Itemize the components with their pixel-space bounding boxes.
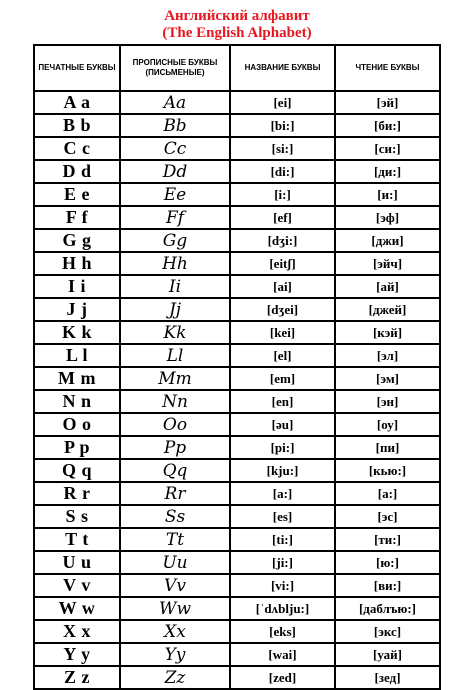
printed-letter: G g <box>34 229 120 252</box>
letter-name-ipa: [eitʃ] <box>230 252 335 275</box>
printed-letter: F f <box>34 206 120 229</box>
table-row <box>34 574 440 597</box>
table-row <box>34 252 440 275</box>
script-letter: Rr <box>120 482 230 505</box>
letter-name-ipa: [pi:] <box>230 436 335 459</box>
script-letter: Pp <box>120 436 230 459</box>
header-reading: ЧТЕНИЕ БУКВЫ <box>335 45 440 91</box>
table-row <box>34 528 440 551</box>
letter-name-ipa: [dʒi:] <box>230 229 335 252</box>
printed-letter: T t <box>34 528 120 551</box>
letter-reading-ru: [си:] <box>335 137 440 160</box>
table-row <box>34 482 440 505</box>
script-letter: Nn <box>120 390 230 413</box>
table-row <box>34 367 440 390</box>
script-letter: Zz <box>120 666 230 689</box>
table-row <box>34 275 440 298</box>
table-row <box>34 551 440 574</box>
printed-letter: J j <box>34 298 120 321</box>
table-row <box>34 206 440 229</box>
script-letter: Tt <box>120 528 230 551</box>
letter-name-ipa: [dʒei] <box>230 298 335 321</box>
letter-name-ipa: [əu] <box>230 413 335 436</box>
letter-reading-ru: [даблъю:] <box>335 597 440 620</box>
letter-reading-ru: [и:] <box>335 183 440 206</box>
printed-letter: E e <box>34 183 120 206</box>
letter-name-ipa: [ˈdʌblju:] <box>230 597 335 620</box>
letter-name-ipa: [zed] <box>230 666 335 689</box>
printed-letter: A a <box>34 91 120 114</box>
letter-name-ipa: [em] <box>230 367 335 390</box>
letter-name-ipa: [ef] <box>230 206 335 229</box>
letter-name-ipa: [vi:] <box>230 574 335 597</box>
printed-letter: Y y <box>34 643 120 666</box>
printed-letter: L l <box>34 344 120 367</box>
script-letter: Xx <box>120 620 230 643</box>
header-printed: ПЕЧАТНЫЕ БУКВЫ <box>34 45 120 91</box>
script-letter: Oo <box>120 413 230 436</box>
table-row <box>34 505 440 528</box>
printed-letter: Q q <box>34 459 120 482</box>
table-row <box>34 597 440 620</box>
printed-letter: S s <box>34 505 120 528</box>
printed-letter: N n <box>34 390 120 413</box>
printed-letter: D d <box>34 160 120 183</box>
table-row <box>34 390 440 413</box>
printed-letter: I i <box>34 275 120 298</box>
script-letter: Gg <box>120 229 230 252</box>
table-row <box>34 344 440 367</box>
script-letter: Ff <box>120 206 230 229</box>
letter-reading-ru: [джей] <box>335 298 440 321</box>
letter-reading-ru: [ди:] <box>335 160 440 183</box>
header-script: ПРОПИСНЫЕ БУКВЫ (ПИСЬМЕНЫЕ) <box>120 45 230 91</box>
printed-letter: C c <box>34 137 120 160</box>
letter-name-ipa: [di:] <box>230 160 335 183</box>
script-letter: Ee <box>120 183 230 206</box>
table-row <box>34 643 440 666</box>
printed-letter: V v <box>34 574 120 597</box>
letter-name-ipa: [bi:] <box>230 114 335 137</box>
letter-name-ipa: [a:] <box>230 482 335 505</box>
letter-name-ipa: [kju:] <box>230 459 335 482</box>
alphabet-table <box>33 44 441 690</box>
printed-letter: K k <box>34 321 120 344</box>
script-letter: Yy <box>120 643 230 666</box>
letter-reading-ru: [эл] <box>335 344 440 367</box>
table-row <box>34 459 440 482</box>
script-letter: Hh <box>120 252 230 275</box>
alphabet-rows <box>34 91 440 689</box>
letter-name-ipa: [wai] <box>230 643 335 666</box>
script-letter: Ss <box>120 505 230 528</box>
letter-name-ipa: [ji:] <box>230 551 335 574</box>
script-letter: Ww <box>120 597 230 620</box>
table-row <box>34 114 440 137</box>
letter-reading-ru: [уай] <box>335 643 440 666</box>
title-russian: Английский алфавит <box>164 8 310 24</box>
letter-reading-ru: [кью:] <box>335 459 440 482</box>
letter-reading-ru: [ви:] <box>335 574 440 597</box>
table-row <box>34 183 440 206</box>
letter-name-ipa: [kei] <box>230 321 335 344</box>
table-row <box>34 666 440 689</box>
table-row <box>34 436 440 459</box>
script-letter: Aa <box>120 91 230 114</box>
letter-reading-ru: [эм] <box>335 367 440 390</box>
printed-letter: H h <box>34 252 120 275</box>
script-letter: Ll <box>120 344 230 367</box>
letter-reading-ru: [ти:] <box>335 528 440 551</box>
script-letter: Uu <box>120 551 230 574</box>
letter-name-ipa: [es] <box>230 505 335 528</box>
letter-reading-ru: [би:] <box>335 114 440 137</box>
script-letter: Jj <box>120 298 230 321</box>
letter-reading-ru: [эн] <box>335 390 440 413</box>
title-english: (The English Alphabet) <box>162 25 312 41</box>
letter-reading-ru: [ю:] <box>335 551 440 574</box>
letter-name-ipa: [si:] <box>230 137 335 160</box>
table-row <box>34 413 440 436</box>
printed-letter: O o <box>34 413 120 436</box>
letter-name-ipa: [eks] <box>230 620 335 643</box>
table-row <box>34 298 440 321</box>
printed-letter: W w <box>34 597 120 620</box>
letter-reading-ru: [ай] <box>335 275 440 298</box>
printed-letter: X x <box>34 620 120 643</box>
printed-letter: P p <box>34 436 120 459</box>
table-row <box>34 229 440 252</box>
script-letter: Mm <box>120 367 230 390</box>
printed-letter: B b <box>34 114 120 137</box>
letter-reading-ru: [оу] <box>335 413 440 436</box>
printed-letter: R r <box>34 482 120 505</box>
script-letter: Ii <box>120 275 230 298</box>
letter-reading-ru: [джи] <box>335 229 440 252</box>
table-row <box>34 137 440 160</box>
printed-letter: M m <box>34 367 120 390</box>
letter-name-ipa: [ai] <box>230 275 335 298</box>
letter-reading-ru: [эф] <box>335 206 440 229</box>
letter-reading-ru: [зед] <box>335 666 440 689</box>
script-letter: Bb <box>120 114 230 137</box>
letter-reading-ru: [эйч] <box>335 252 440 275</box>
table-row <box>34 160 440 183</box>
printed-letter: U u <box>34 551 120 574</box>
letter-reading-ru: [экс] <box>335 620 440 643</box>
letter-name-ipa: [ei] <box>230 91 335 114</box>
letter-name-ipa: [el] <box>230 344 335 367</box>
letter-name-ipa: [en] <box>230 390 335 413</box>
letter-reading-ru: [а:] <box>335 482 440 505</box>
script-letter: Vv <box>120 574 230 597</box>
printed-letter: Z z <box>34 666 120 689</box>
letter-reading-ru: [кэй] <box>335 321 440 344</box>
table-row <box>34 620 440 643</box>
letter-name-ipa: [ti:] <box>230 528 335 551</box>
letter-reading-ru: [эс] <box>335 505 440 528</box>
script-letter: Cc <box>120 137 230 160</box>
letter-reading-ru: [пи] <box>335 436 440 459</box>
script-letter: Dd <box>120 160 230 183</box>
header-name: НАЗВАНИЕ БУКВЫ <box>230 45 335 91</box>
table-row <box>34 321 440 344</box>
letter-name-ipa: [i:] <box>230 183 335 206</box>
header-row <box>34 45 440 91</box>
table-row <box>34 91 440 114</box>
letter-reading-ru: [эй] <box>335 91 440 114</box>
script-letter: Qq <box>120 459 230 482</box>
script-letter: Kk <box>120 321 230 344</box>
